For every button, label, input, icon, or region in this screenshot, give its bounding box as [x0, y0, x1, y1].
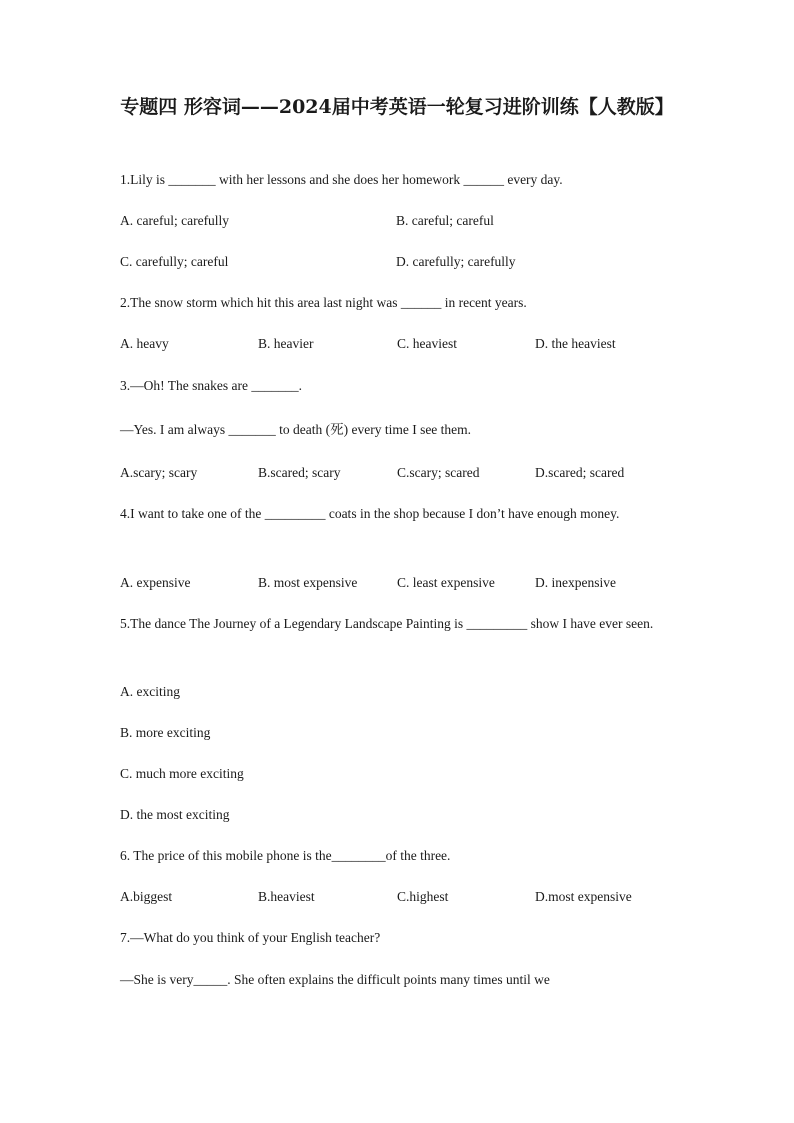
question-3-option-a: A.scary; scary: [120, 465, 198, 480]
question-4-option-b: B. most expensive: [258, 575, 358, 590]
question-4-option-a: A. expensive: [120, 575, 191, 590]
question-6-option-d: D.most expensive: [535, 889, 632, 904]
question-6-option-c: C.highest: [397, 889, 449, 904]
question-3-option-b: B.scared; scary: [258, 465, 341, 480]
question-5-stem: 5.The dance The Journey of a Legendary Landscape Painting is _________ show I have ever seen.: [120, 616, 654, 631]
question-3-reply: —Yes. I am always _______ to death (死) every time I see them.: [120, 422, 472, 437]
question-1-option-c: C. carefully; careful: [120, 254, 229, 269]
question-4-option-c: C. least expensive: [397, 575, 495, 590]
question-1-option-a: A. careful; carefully: [120, 213, 230, 228]
question-2-option-d: D. the heaviest: [535, 336, 616, 351]
question-2-option-a: A. heavy: [120, 336, 169, 351]
question-5-option-a: A. exciting: [120, 684, 180, 699]
question-5-option-c: C. much more exciting: [120, 766, 244, 781]
question-2-stem: 2.The snow storm which hit this area last night was ______ in recent years.: [120, 295, 527, 310]
question-5-option-b: B. more exciting: [120, 725, 211, 740]
question-3-option-c: C.scary; scared: [397, 465, 480, 480]
question-6-stem: 6. The price of this mobile phone is the________of the three.: [120, 848, 451, 863]
question-6-option-a: A.biggest: [120, 889, 173, 904]
page-title: 专题四 形容词——2024届中考英语一轮复习进阶训练【人教版】: [120, 96, 674, 118]
question-1-option-d: D. carefully; carefully: [396, 254, 516, 269]
question-1-stem: 1.Lily is _______ with her lessons and she does her homework ______ every day.: [120, 172, 563, 187]
question-2-option-b: B. heavier: [258, 336, 314, 351]
question-3-stem: 3.—Oh! The snakes are _______.: [120, 378, 302, 393]
question-4-stem: 4.I want to take one of the _________ coats in the shop because I don’t have enough money.: [120, 506, 620, 521]
question-4-option-d: D. inexpensive: [535, 575, 616, 590]
question-5-option-d: D. the most exciting: [120, 807, 230, 822]
question-7-reply: —She is very_____. She often explains the difficult points many times until we: [120, 972, 550, 987]
question-1-option-b: B. careful; careful: [396, 213, 494, 228]
question-6-option-b: B.heaviest: [258, 889, 315, 904]
question-7-stem: 7.—What do you think of your English teacher?: [120, 930, 381, 945]
question-3-option-d: D.scared; scared: [535, 465, 625, 480]
question-2-option-c: C. heaviest: [397, 336, 457, 351]
